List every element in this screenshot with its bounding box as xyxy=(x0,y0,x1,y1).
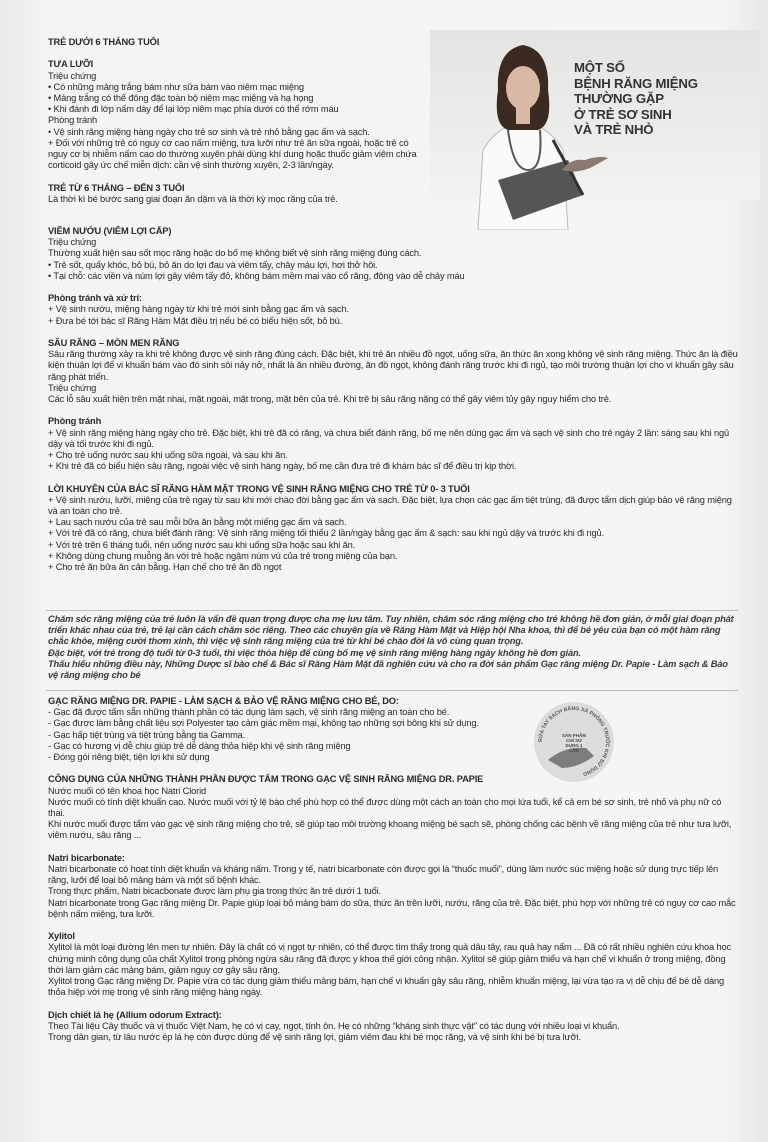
body-text: Trong thực phẩm, Natri bicacbonate được làm phụ gia trong thức ăn trẻ dưới 1 tuổi. xyxy=(48,886,381,897)
section-heading: SÂU RĂNG – MÒN MEN RĂNG xyxy=(48,338,180,348)
section-heading: GẠC RĂNG MIỆNG DR. PAPIE - LÀM SẠCH & BẢO VỆ RĂNG MIỆNG CHO BÉ, DO: xyxy=(48,696,399,706)
body-text: Natri bicarbonate trong Gạc răng miệng Dr. Papie giúp loại bỏ mảng bám do sữa, thức ăn trên lưỡi, nướu, răng của trẻ. Đặc biệt, phù hợp với những trẻ có nguy cơ cao mắc bệnh nấm miệng, tưa lưỡi. xyxy=(48,897,736,919)
spacer xyxy=(48,48,738,59)
body-text: - Đóng gói riêng biệt, tiện lợi khi sử dụng xyxy=(48,752,210,763)
section-heading: Dịch chiết lá hẹ (Allium odorum Extract): xyxy=(48,1009,222,1020)
body-text: Nước muối có tính diệt khuẩn cao. Nước muối với tỷ lệ bào chế phù hợp có thể được dùng một cách an toàn cho mọi lứa tuổi, kể cả em bé sơ sinh, trẻ nhỏ và phụ nữ có thai. xyxy=(48,796,722,819)
body-text: • Vệ sinh răng miệng hàng ngày cho trẻ sơ sinh và trẻ nhỏ bằng gạc ấm và sạch. xyxy=(48,126,370,137)
body-text: - Gạc đã được tẩm sẵn những thành phần có tác dụng làm sạch, vệ sinh răng miệng an toàn cho bé. xyxy=(48,707,450,718)
body-text: Triệu chứng xyxy=(48,382,97,393)
spacer xyxy=(48,763,738,774)
body-text: Sâu răng thường xảy ra khi trẻ không được vệ sinh răng đúng cách. Đặc biệt, khi trẻ ăn nhiều đồ ngọt, uống sữa, ăn thức ăn xong không vệ sinh răng miệng. Thức ăn là điều kiện thuận lợi để vi khuẩn bám vào đó sinh sôi nảy nở, nhất là ăn nhiều đường, ăn đồ ngọt, không đánh răng trước khi đi ngủ, tạo môi trường thuận lợi cho vi khuẩn gây sâu răng phát triển. xyxy=(48,349,738,382)
divider xyxy=(46,610,738,611)
section-heading: Xylitol xyxy=(48,931,75,942)
body-text: + Lau sạch nướu của trẻ sau mỗi bữa ăn bằng một miếng gạc ấm và sạch. xyxy=(48,517,347,528)
banner-title-line: Ở TRẺ SƠ SINH xyxy=(574,106,672,122)
body-text: + Khi trẻ đã có biểu hiện sâu răng, ngoài việc vệ sinh hàng ngày, bố mẹ cần đưa trẻ đi khám bác sĩ để điều trị kịp thời. xyxy=(48,461,517,472)
body-text: Khi nước muối được tẩm vào gạc vệ sinh răng miệng cho trẻ, sẽ giúp tạo môi trường khoang miệng bé sạch sẽ, phòng chống các bệnh về răng miệng của trẻ như tưa lưỡi, viêm nướu, sâu răng ... xyxy=(48,819,732,841)
section-heading: VIÊM NƯỚU (VIÊM LỢI CẤP) xyxy=(48,226,172,236)
body-text: + Đối với những trẻ có nguy cơ cao nấm miệng, tưa lưỡi như trẻ ăn sữa ngoài, hoặc trẻ có nguy cơ bị nhiễm nấm cao do thường xuyên phải dùng khí dung hoặc thuốc giảm viêm chứa corticoid gây ức chế miễn dịch: cần vệ sinh thường xuyên, 2-3 lần/ngày. xyxy=(48,137,417,171)
body-text: - Gạc hấp tiệt trùng và tiệt trùng bằng tia Gamma. xyxy=(48,729,246,740)
body-text: + Với trẻ đã có răng, chưa biết đánh răng: Vệ sinh răng miệng tối thiểu 2 lần/ngày bằng gạc ấm & sạch: sau khi ngủ dậy và trước khi đi ngủ. xyxy=(48,528,605,539)
stamp-center-text: SẢN PHẨM CHỈ SỬ DỤNG 1 LẦN xyxy=(562,733,587,753)
spacer xyxy=(48,327,738,338)
body-text: • Tại chỗ: các viền và núm lợi gây viêm tấy đỏ, không bám mềm mại vào cổ răng, động vào dễ chảy máu xyxy=(48,270,465,281)
banner-title-line: THƯỜNG GẶP xyxy=(574,91,664,107)
section-heading: CÔNG DỤNG CỦA NHỮNG THÀNH PHẦN ĐƯỢC TẨM TRONG GẠC VỆ SINH RĂNG MIỆNG DR. PAPIE xyxy=(48,774,484,785)
stamp-ring-text: RỬA TAY SẠCH BẰNG XÀ PHÒNG TRƯỚC KHI SỬ DỤNG xyxy=(537,705,611,777)
spacer xyxy=(48,842,738,853)
banner-title-line: VÀ TRẺ NHỎ xyxy=(574,122,654,138)
body-text: + Vệ sinh răng miệng hàng ngày cho trẻ. Đặc biệt, khi trẻ đã có răng, và chưa biết đánh răng, bố mẹ nên dùng gạc ấm và sạch vệ sinh cho trẻ ngày 2 lần: sáng sau khi ngủ dậy và tối trước khi đi ngủ. xyxy=(48,427,730,449)
body-text: + Cho trẻ ăn bữa ăn cân bằng. Hạn chế cho trẻ ăn đồ ngọt xyxy=(48,562,282,573)
body-text: Chăm sóc răng miệng của trẻ luôn là vấn đề quan trọng được cha mẹ lưu tâm. Tuy nhiên, chăm sóc răng miệng cho trẻ không hề đơn giản, ở mỗi giai đoạn phát triển khác nhau của trẻ, trẻ lại cần cách chăm sóc riêng. Theo các chuyên gia về Răng Hàm Mặt và Hiệp hội Nha khoa, thì để bé yêu của bạn có một hàm răng chắc khỏe, miệng cười thơm xinh, thì việc vệ sinh răng miệng của trẻ từ khi bé chào đời là vô cùng quan trọng. xyxy=(48,614,734,647)
body-text: Xylitol trong Gạc răng miệng Dr. Papie vừa có tác dụng giảm thiểu mảng bám, hạn chế vi khuẩn gây sâu răng, nhiễm khuẩn miệng, lại vừa tạo ra vị dễ chịu để bé dễ dàng thỏa hiệp với mẹ trong vệ sinh răng miệng hàng ngày. xyxy=(48,976,725,998)
spacer xyxy=(48,920,738,931)
body-text: Theo Tài liệu Cây thuốc và vị thuốc Việt Nam, hẹ có vị cay, ngọt, tính ôn. Hẹ có những “kháng sinh thực vật” có tác dụng với nhiều loại vi khuẩn. xyxy=(48,1020,620,1031)
body-text: Thường xuất hiện sau sốt mọc răng hoặc do bố mẹ không biết vệ sinh răng miệng đúng cách. xyxy=(48,248,422,259)
section-heading: Phòng tránh xyxy=(48,416,102,427)
section-heading: Phòng tránh và xử trí: xyxy=(48,293,142,304)
body-text: Nước muối có tên khoa học Natri Clorid xyxy=(48,785,207,796)
body-text: + Vệ sinh nướu, lưỡi, miệng của trẻ ngay từ sau khi mới chào đời bằng gạc ấm và sạch. Đặc biệt, lựa chọn các gạc ấm tiệt trùng, đã được tẩm dịch giúp bảo vệ răng miệng và an toàn cho trẻ. xyxy=(48,494,732,517)
body-text: Là thời kì bé bước sang giai đoạn ăn dặm và là thời kỳ mọc răng của trẻ. xyxy=(48,193,338,204)
section-s4 xyxy=(48,696,738,1043)
section-s3 xyxy=(48,614,738,681)
body-text: • Trẻ sốt, quấy khóc, bỏ bú, bỏ ăn do lợi đau và viêm tấy, chảy máu lợi, hơi thở hôi. xyxy=(48,259,378,270)
body-text: Triệu chứng xyxy=(48,70,97,81)
section-heading: LỜI KHUYÊN CỦA BÁC SĨ RĂNG HÀM MẶT TRONG VỆ SINH RĂNG MIỆNG CHO TRẺ TỪ 0- 3 TUỔI xyxy=(48,483,470,494)
spacer xyxy=(48,171,738,182)
body-text: • Có những mảng trắng bám như sữa bám vào niêm mạc miệng xyxy=(48,81,304,92)
spacer xyxy=(48,472,738,483)
banner-title-line: BỆNH RĂNG MIỆNG xyxy=(574,75,698,91)
body-text: + Vệ sinh nướu, miệng hàng ngày từ khi trẻ mới sinh bằng gạc ấm và sạch. xyxy=(48,304,349,315)
body-text: + Cho trẻ uống nước sau khi uống sữa ngoài, và sau khi ăn. xyxy=(48,450,288,461)
body-text: Đặc biệt, với trẻ trong độ tuổi từ 0-3 tuổi, thì việc thỏa hiệp để cùng bố mẹ vệ sinh răng miệng hàng ngày không hề đơn giản. xyxy=(48,647,581,658)
body-text: + Không dùng chung muỗng ăn với trẻ hoặc ngậm núm vú của trẻ trong miệng của bạn. xyxy=(48,550,398,561)
body-text: + Đưa bé tới bác sĩ Răng Hàm Mặt điều trị nếu bé có biểu hiện sốt, bỏ bú. xyxy=(48,315,343,326)
body-text: Xylitol là một loại đường lên men tự nhiên. Đây là chất có vị ngọt tự nhiên, có thể được tìm thấy trong quả dâu tây, rau quả hay nấm ... Đã có rất nhiều nghiên cứu khoa học chứng minh công dụng của chất Xylitol trong phòng ngừa sâu răng đã được y khoa thế giới công nhận. Xylitol sẽ giúp giảm thiểu và hạn chế vi khuẩn ở trong miệng, đồng thời làm giảm các mảng bám, giảm nguy cơ gây sâu răng. xyxy=(48,942,731,975)
section-heading: TRẺ DƯỚI 6 THÁNG TUỔI xyxy=(48,37,160,47)
divider xyxy=(46,690,738,691)
section-heading: TRẺ TỪ 6 THÁNG – ĐẾN 3 TUỔI xyxy=(48,182,185,193)
section-heading: Natri bicarbonate: xyxy=(48,852,125,863)
section-s2 xyxy=(48,226,738,573)
banner-title-line: MỘT SỐ xyxy=(574,60,625,75)
body-text: Trong dân gian, từ lâu nước ép lá hẹ còn được dùng để vệ sinh răng lợi, giảm viêm đau khi bé mọc răng, và vệ sinh khi bé bị tưa lưỡi. xyxy=(48,1032,581,1043)
body-text: - Gạc có hương vị dễ chịu giúp trẻ dễ dàng thỏa hiệp khi vệ sinh răng miệng xyxy=(48,740,351,751)
spacer xyxy=(48,282,738,293)
body-text: Phòng tránh xyxy=(48,115,98,126)
body-text: • Mảng trắng có thể đông đặc toàn bộ niêm mạc miệng và hạ họng xyxy=(48,93,314,103)
body-text: Thấu hiểu những điều này, Những Dược sĩ bào chế & Bác sĩ Răng Hàm Mặt đã nghiên cứu và cho ra đời sản phẩm Gạc răng miệng Dr. Papie - Làm sạch & Bảo vệ răng miệng cho bé xyxy=(48,658,728,681)
body-text: Các lỗ sâu xuất hiện trên mặt nhai, mặt ngoài, mặt trong, mặt bên của trẻ. Khi trẻ bị sâu răng nặng có thể gây viêm tủy gây nguy hiểm cho trẻ. xyxy=(48,394,612,405)
body-text: • Khi đánh đi lớp nấm dày để lại lớp niêm mạc phía dưới có thể rớm máu xyxy=(48,104,339,115)
section-s1 xyxy=(48,37,738,205)
body-text: + Với trẻ trên 6 tháng tuổi, nên uống nước sau khi uống sữa hoặc sau khi ăn. xyxy=(48,539,356,550)
body-text: - Gạc được làm bằng chất liệu sợi Polyester tạo cảm giác mềm mại, không tạo những sợi bông khi sử dụng. xyxy=(48,718,479,729)
body-text: Triệu chứng xyxy=(48,237,97,248)
spacer xyxy=(48,405,738,416)
body-text: Natri bicarbonate có hoạt tính diệt khuẩn và kháng nấm. Trong y tế, natri bicarbonate còn được gọi là “thuốc muối”, dùng làm nước súc miệng hoặc sử dụng trực tiếp lên răng, lưỡi để loại bỏ mảng bám và một số bệnh khác. xyxy=(48,864,719,886)
spacer xyxy=(48,998,738,1009)
section-heading: TƯA LƯỠI xyxy=(48,59,94,70)
